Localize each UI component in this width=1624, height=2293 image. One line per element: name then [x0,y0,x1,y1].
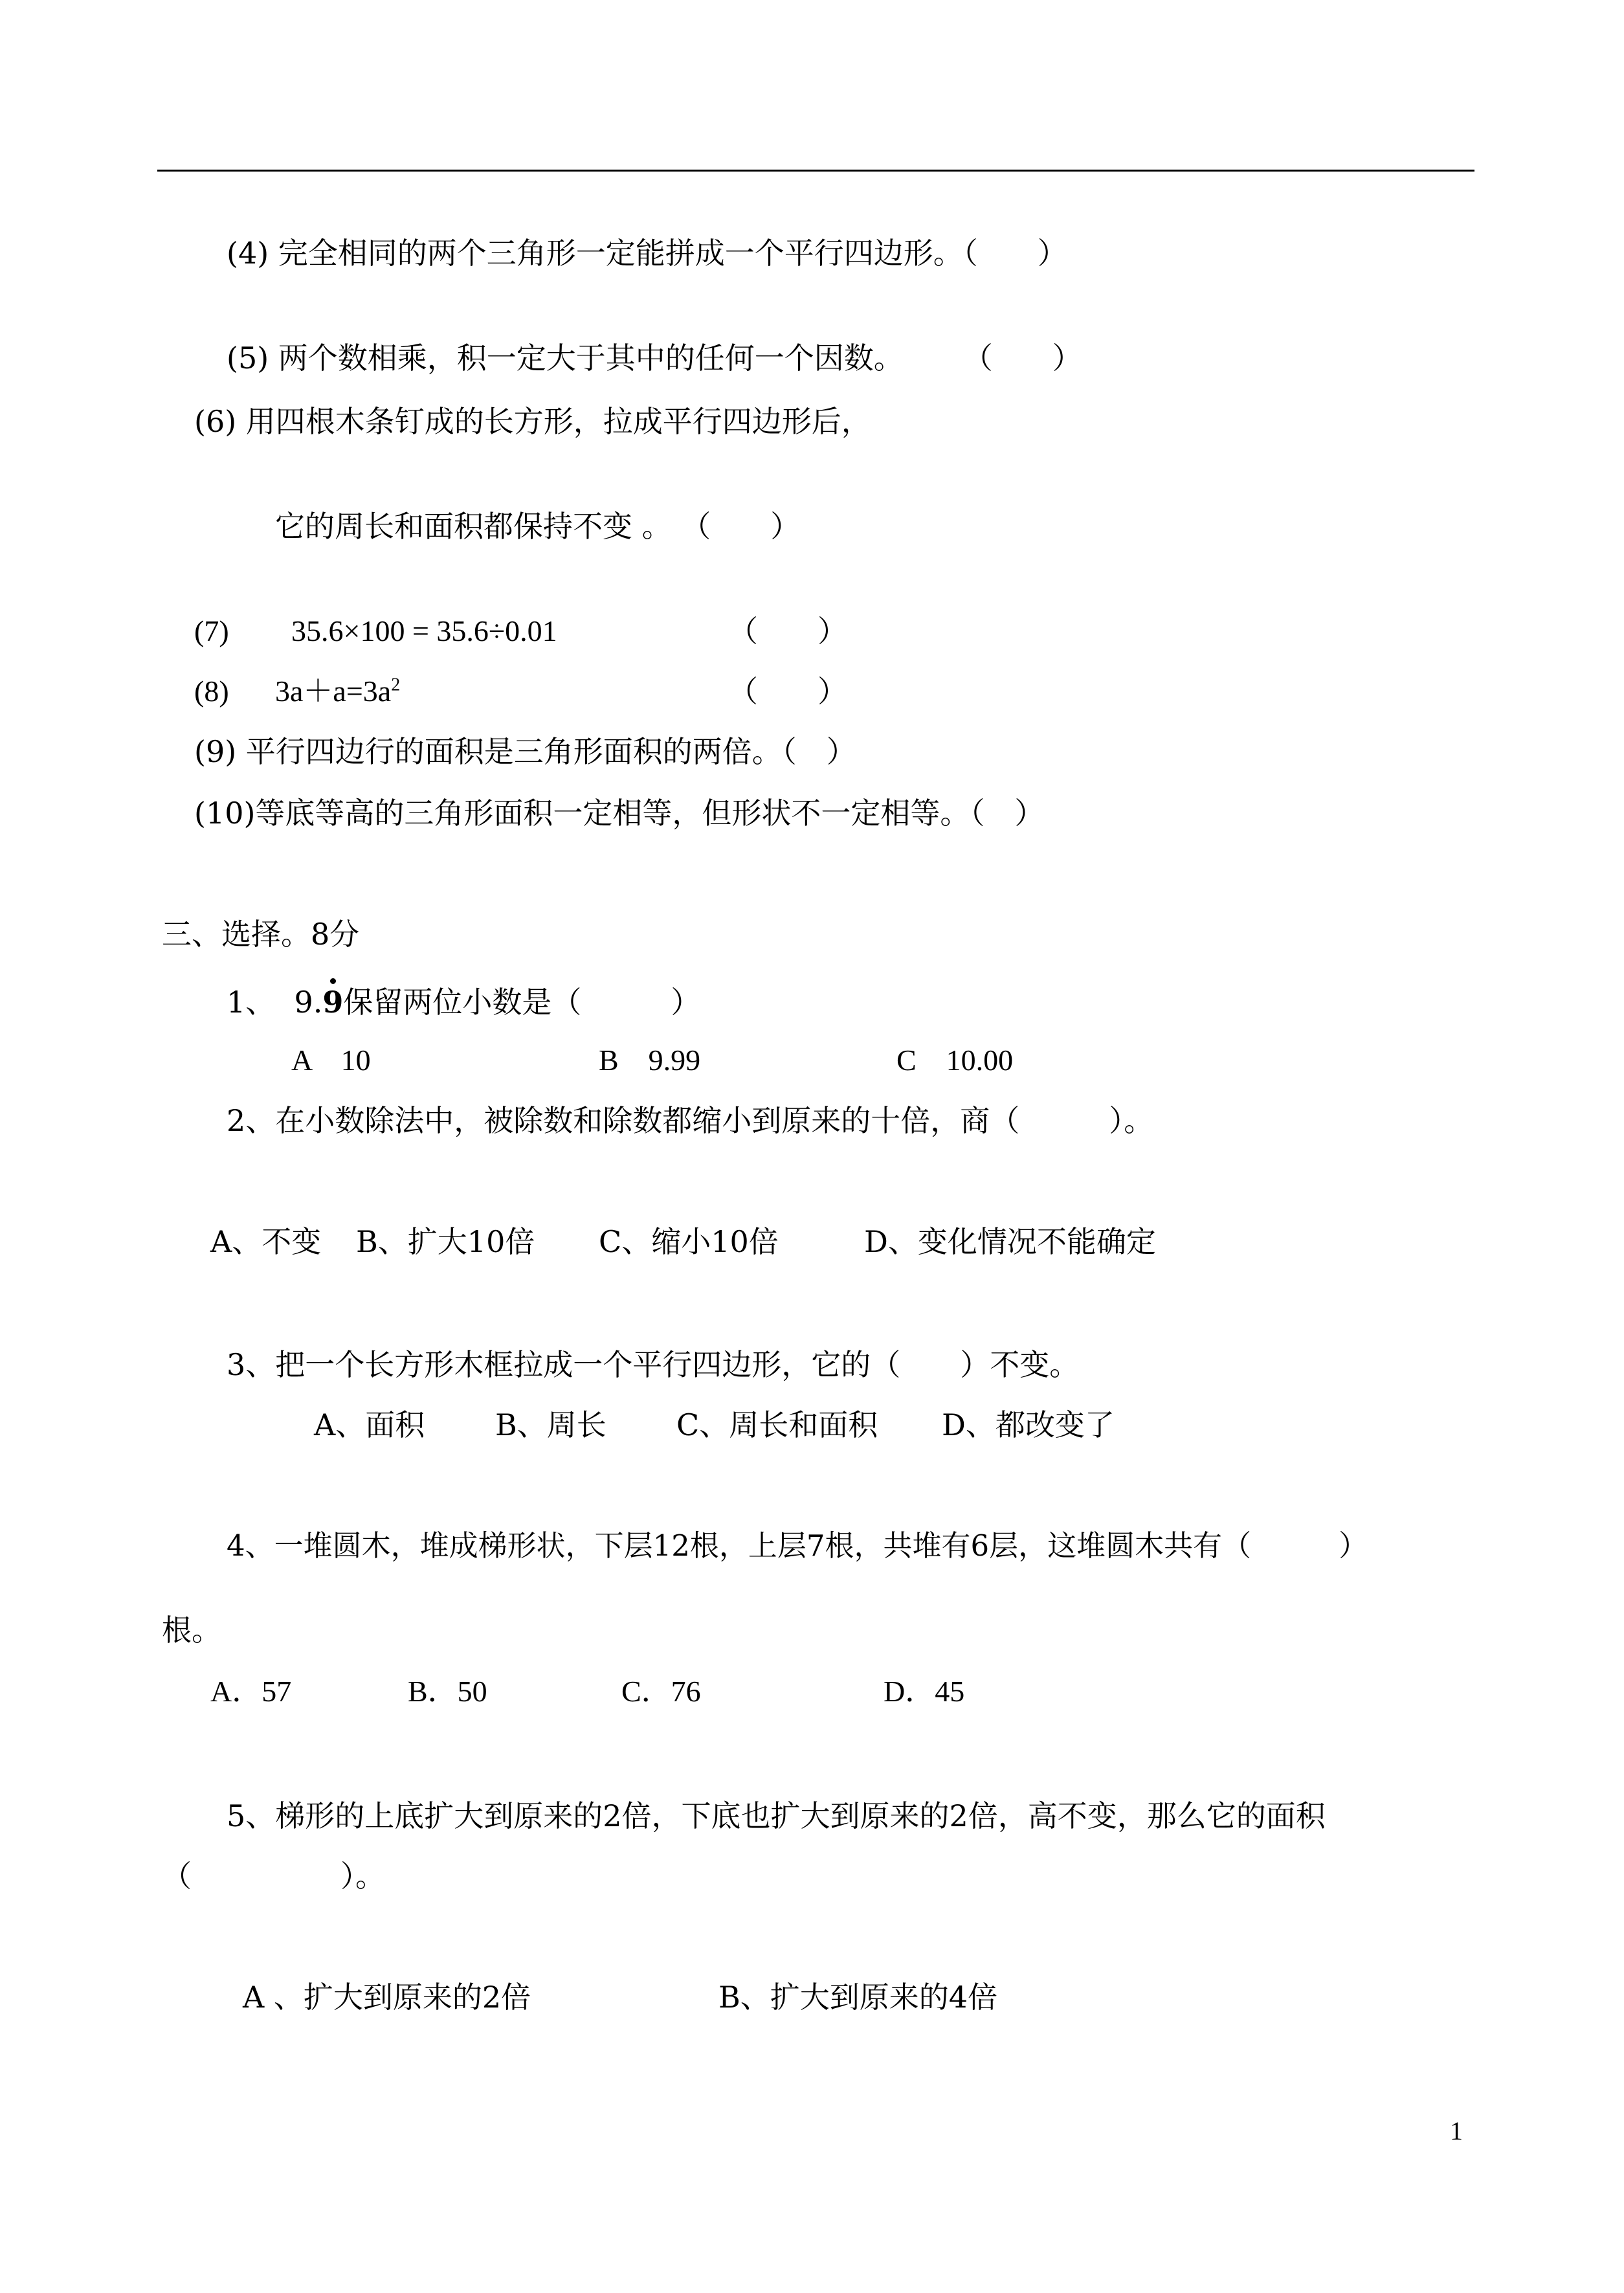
choice-q5-cont: （ ）。 [162,1859,385,1894]
choice-q1-option-a: A 10 [291,1044,371,1077]
judge-q5: (5) 两个数相乘，积一定大于其中的任何一个因数。 （ ） [227,341,1082,375]
choice-q4-cont: 根。 [162,1613,221,1648]
choice-q3-option-d: D、都改变了 [942,1407,1115,1442]
choice-q4-option-d: D．45 [884,1675,965,1708]
repeating-digit: 9 [322,985,344,1020]
choice-q2-option-c: C、缩小10倍 [599,1224,779,1259]
choice-q4-option-b: B．50 [408,1675,487,1708]
page-number: 1 [1450,2116,1463,2145]
choice-q3: 3、把一个长方形木框拉成一个平行四边形，它的（ ）不变。 [227,1347,1080,1382]
judge-q6-line1: (6) 用四根木条钉成的长方形，拉成平行四边形后， [194,404,871,439]
choice-q4-option-c: C．76 [621,1675,701,1708]
choice-q1-option-c: C 10.00 [896,1044,1014,1077]
choice-q3-option-b: B、周长 [495,1407,606,1442]
choice-q3-option-a: A、面积 [314,1407,425,1442]
judge-q7-paren: （ ） [728,614,847,649]
header-rule [157,170,1474,172]
choice-q1-option-b: B 9.99 [599,1044,701,1077]
choice-q3-option-c: C、周长和面积 [676,1407,878,1442]
choice-q2-option-a: A、不变 [210,1224,322,1259]
choice-q2-option-d: D、变化情况不能确定 [864,1224,1156,1259]
choice-q5-option-b: B、扩大到原来的4倍 [718,1980,998,2015]
judge-q8-label: (8) [194,675,229,708]
choice-q2-option-b: B、扩大10倍 [356,1224,535,1259]
judge-q7-label: (7) [194,614,229,647]
judge-q9: (9) 平行四边行的面积是三角形面积的两倍。（ ） [194,734,856,769]
judge-q8-expr: $3a+a=3a^2$ [275,675,401,708]
judge-q8-paren: （ ） [728,674,847,709]
choice-q4-option-a: A．57 [210,1675,292,1708]
choice-q4: 4、一堆圆木，堆成梯形状，下层12根，上层7根，共堆有6层，这堆圆木共有（ ） [227,1528,1368,1563]
judge-q4: (4) 完全相同的两个三角形一定能拼成一个平行四边形。（ ） [227,236,1067,271]
choice-q5: 5、梯形的上底扩大到原来的2倍，下底也扩大到原来的2倍，高不变，那么它的面积 [227,1798,1326,1833]
choice-q2: 2、在小数除法中，被除数和除数都缩小到原来的十倍，商（ ）。 [227,1103,1154,1138]
judge-q7-expr: 35.6×100 = 35.6÷0.01 [291,614,557,647]
choice-q5-option-a: A 、扩大到原来的2倍 [243,1980,531,2015]
section3-heading: 三、选择。8分 [162,917,360,952]
judge-q10: (10)等底等高的三角形面积一定相等，但形状不一定相等。（ ） [194,796,1045,831]
judge-q6-line2: 它的周长和面积都保持不变 。 （ ） [275,509,801,544]
choice-q1: 1、 9.9保留两位小数是（ ） [227,985,701,1020]
